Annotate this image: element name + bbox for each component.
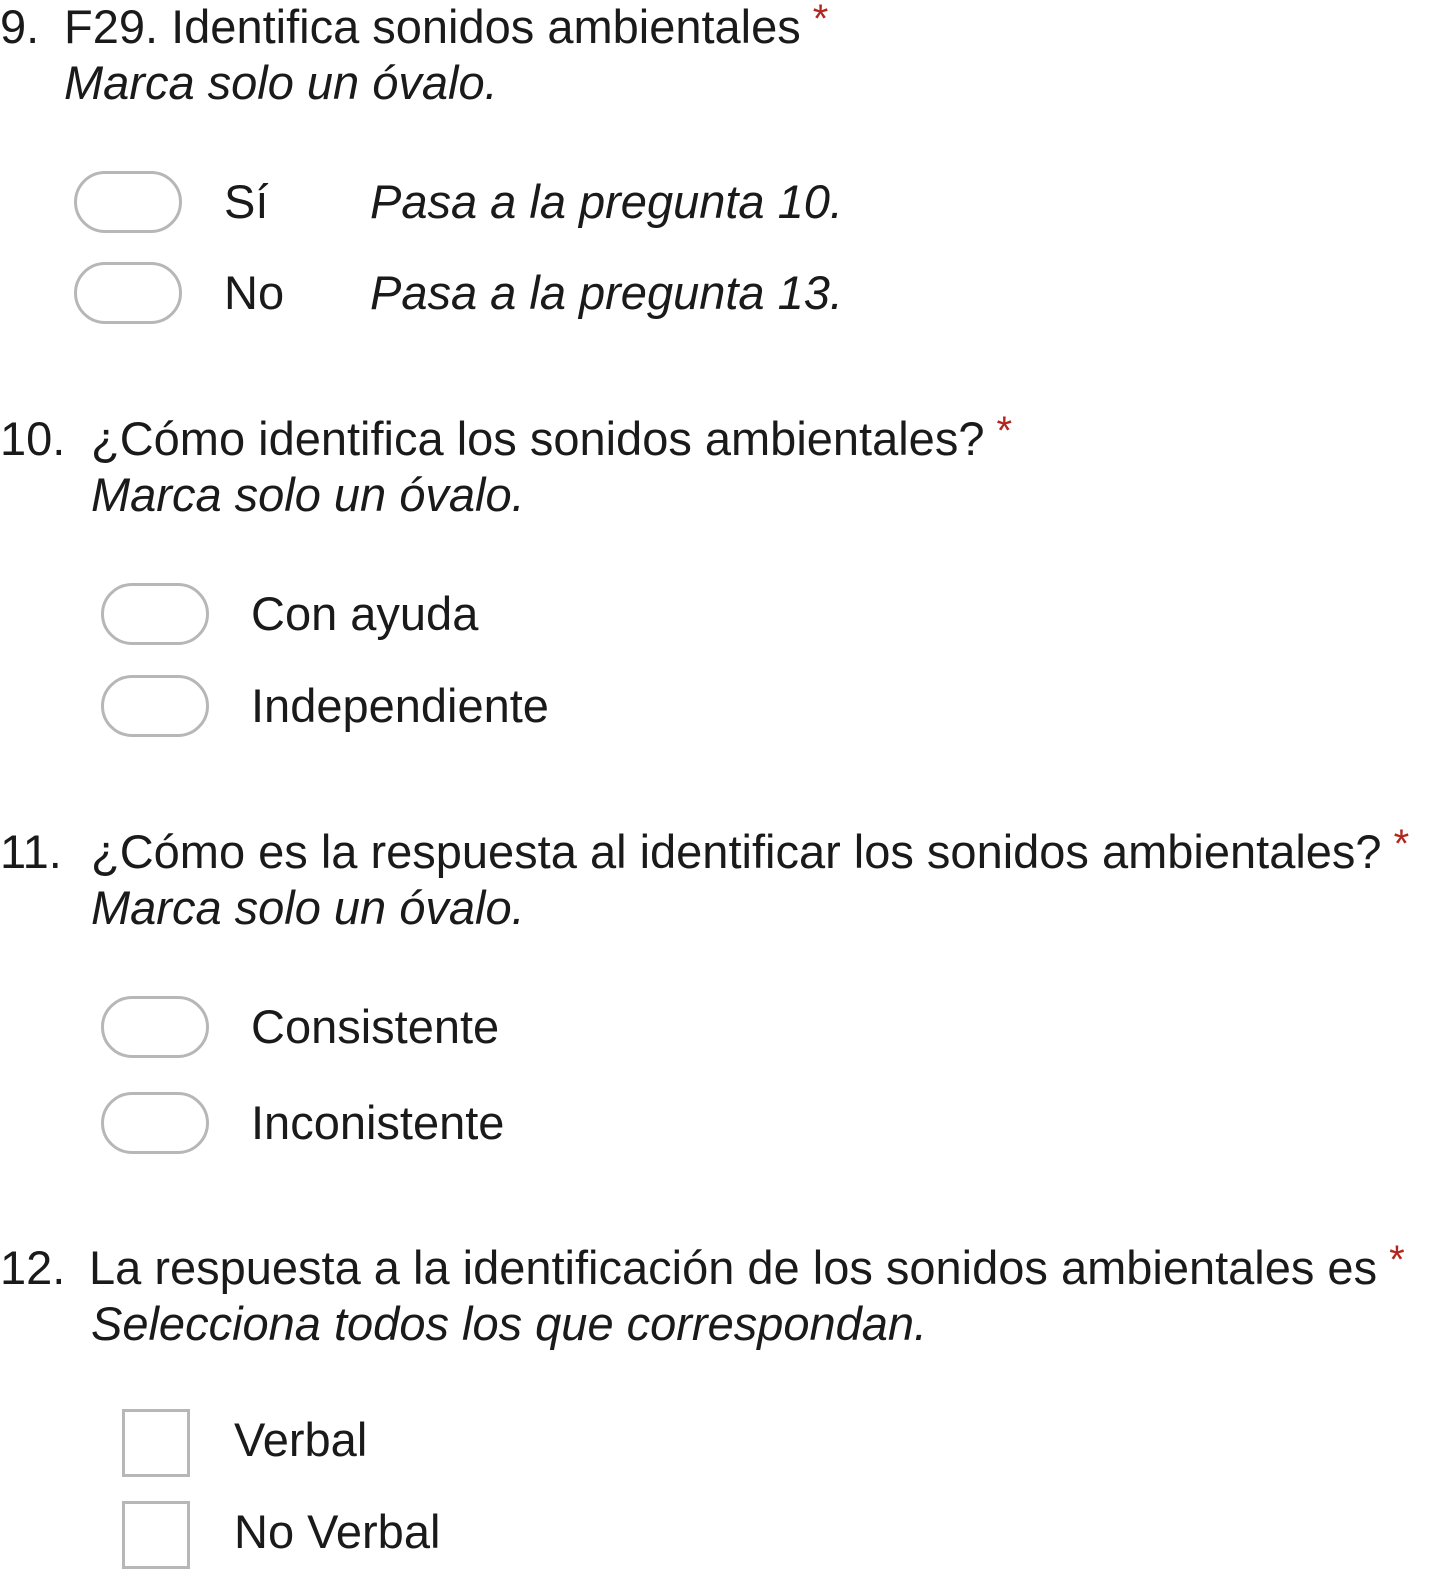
question-instruction: Marca solo un óvalo. (64, 56, 498, 109)
option-inconsistente[interactable] (101, 1092, 1301, 1158)
option-consistente[interactable] (101, 996, 1301, 1062)
checkbox[interactable] (122, 1409, 190, 1477)
question-number: 11. (0, 825, 62, 878)
required-asterisk: * (996, 409, 1013, 453)
question-title-text: F29. Identifica sonidos ambientales (64, 0, 801, 53)
option-no[interactable] (74, 262, 1274, 328)
option-con-ayuda[interactable] (101, 583, 1301, 649)
question-number: 9. (0, 0, 40, 53)
question-title-text: ¿Cómo es la respuesta al identificar los sonidos ambientales? (91, 825, 1382, 878)
question-instruction: Marca solo un óvalo. (91, 881, 525, 934)
radio-oval[interactable] (74, 171, 182, 233)
option-independiente[interactable] (101, 675, 1301, 741)
option-goto-note: Pasa a la pregunta 10. (370, 175, 843, 228)
question-title (89, 1238, 1405, 1295)
option-label: Con ayuda (251, 587, 479, 640)
option-label: Consistente (251, 1000, 500, 1053)
radio-oval[interactable] (101, 1092, 209, 1154)
question-title (64, 0, 828, 54)
question-title (91, 409, 1013, 466)
option-label: Independiente (251, 679, 549, 732)
option-label: No (224, 266, 285, 319)
option-label: Verbal (234, 1413, 368, 1466)
option-label: No Verbal (234, 1505, 441, 1558)
option-si[interactable] (74, 171, 1274, 237)
required-asterisk: * (812, 0, 829, 41)
radio-oval[interactable] (101, 996, 209, 1058)
option-no-verbal[interactable] (122, 1501, 1322, 1567)
required-asterisk: * (1393, 822, 1410, 866)
question-instruction: Marca solo un óvalo. (91, 468, 525, 521)
required-asterisk: * (1389, 1238, 1405, 1282)
question-number: 10. (0, 412, 66, 465)
option-label: Inconistente (251, 1096, 505, 1149)
option-goto-note: Pasa a la pregunta 13. (370, 266, 843, 319)
question-title-text: La respuesta a la identificación de los sonidos ambientales es (89, 1241, 1378, 1294)
question-title (91, 822, 1410, 879)
radio-oval[interactable] (101, 675, 209, 737)
question-title-text: ¿Cómo identifica los sonidos ambientales? (91, 412, 985, 465)
radio-oval[interactable] (74, 262, 182, 324)
checkbox[interactable] (122, 1501, 190, 1569)
option-verbal[interactable] (122, 1409, 1322, 1475)
option-label: Sí (224, 175, 269, 228)
question-instruction: Selecciona todos los que correspondan. (91, 1297, 928, 1350)
question-number: 12. (0, 1241, 66, 1294)
radio-oval[interactable] (101, 583, 209, 645)
